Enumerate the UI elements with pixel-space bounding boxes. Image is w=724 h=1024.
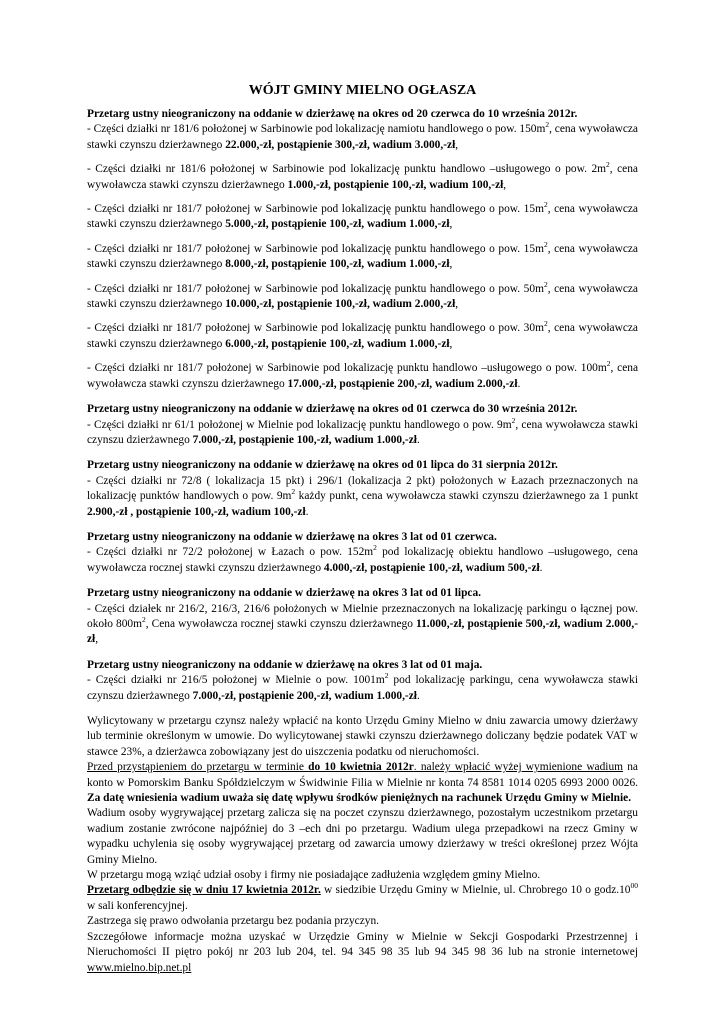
wadium-date-rule: Za datę wniesienia wadium uważa się datę wpływu środków pieniężnych na rachunek Urzędu Gminy w Mielnie.: [87, 792, 632, 805]
vat-paragraph: Wylicytowany w przetargu czynsz należy wpłacić na konto Urzędu Gminy Mielno w dniu zawarcia umowy dzierżawy lub terminie określonym w umowie. Do wylicytowanej stawki czynszu dzierżawnego doliczany będzie podatek VAT w stawce 23%, a dzierżawca zobowiązany jest do uiszczenia podatku od nieruchomości.: [87, 715, 638, 758]
price-terms: 22.000,-zł, postąpienie 300,-zł, wadium 3.000,-zł: [225, 138, 456, 151]
tender-sections: [87, 107, 638, 704]
wadium-paragraph: Przed przystąpieniem do przetargu w terminie do 10 kwietnia 2012r. należy wpłacić wyżej wymienione wadium na konto w Pomorskim Banku Spółdzielczym w Świdwinie Filia w Mielnie nr konta 74 8581 1014 0205 6993 2000 0026. Za datę wniesienia wadium uważa się datę wpływu środków pieniężnych na rachunek Urzędu Gminy w Mielnie.: [87, 761, 638, 805]
wadium-info-paragraph: Wadium osoby wygrywającej przetarg zalicza się na poczet czynszu dzierżawnego, pozostałym uczestnikom przetargu wadium zostanie zwrócone najpóźniej do 3 –ech dni po przetargu. Wadium ulega przepadkowi na rzecz Gminy w wypadku uchylenia się osoby wygrywającej przetarg od zawarcia umowy dzierżawy w treści określonej przez Wójta Gminy Mielno.: [87, 807, 638, 866]
tender-date-paragraph: Przetarg odbędzie się w dniu 17 kwietnia 2012r. w siedzibie Urzędu Gminy w Mielnie, ul. Chrobrego 10 o $godz.10^{00}$ w sali konferencyjnej.: [87, 881, 638, 912]
parcel-item: - Części działki nr 61/1 położonej w Mielnie pod lokalizację punktu handlowego o pow. $9m^2$, cena wywoławcza stawki czynszu dzierżawnego 7.000,-zł, postąpienie 100,-zł, wadium 1.000,-zł.: [87, 415, 638, 446]
parcel-item: - Części działki nr 181/6 położonej w Sarbinowie pod lokalizację punktu handlowo –usługowego o pow. $2m^2$, cena wywoławcza stawki czynszu dzierżawnego 1.000,-zł, postąpienie 100,-zł, wadium 100,-zł,: [87, 160, 638, 191]
parcel-item: - Części działki nr 181/7 położonej w Sarbinowie pod lokalizację punktu handlowego o pow. $15m^2$, cena wywoławcza stawki czynszu dzierżawnego 8.000,-zł, postąpienie 100,-zł, wadium 1.000,-zł,: [87, 240, 638, 271]
tender-section: [87, 402, 638, 448]
website-link[interactable]: www.mielno.bip.net.pl: [87, 961, 192, 974]
section-header: Przetarg ustny nieograniczony na oddanie w dzierżawę na okres 3 lat od 01 lipca.: [87, 587, 482, 600]
tender-date: Przetarg odbędzie się w dniu 17 kwietnia 2012r.: [87, 884, 321, 897]
price-terms: 8.000,-zł, postąpienie 100,-zł, wadium 1.000,-zł: [225, 258, 450, 271]
parcel-item: - Części działek nr 216/2, 216/3, 216/6 położonych w Mielnie przeznaczonych na lokalizację parkingu o łącznej pow. około $800m^2$, Cena wywoławcza rocznej stawki czynszu dzierżawnego 11.000,-zł, postąpienie 500,-zł, wadium 2.000,-zł,: [87, 602, 638, 646]
parcel-item: - Części działki nr 181/7 położonej w Sarbinowie pod lokalizację punktu handlowego o pow. $30m^2$, cena wywoławcza stawki czynszu dzierżawnego 6.000,-zł, postąpienie 100,-zł, wadium 1.000,-zł,: [87, 319, 638, 350]
price-terms: 10.000,-zł, postąpienie 100,-zł, wadium 2.000,-zł: [225, 298, 456, 311]
price-terms: 4.000,-zł, postąpienie 100,-zł, wadium 500,-zł: [323, 561, 540, 574]
section-header: Przetarg ustny nieograniczony na oddanie w dzierżawę na okres od 01 lipca do 31 sierpnia 2012r.: [87, 459, 558, 472]
section-header: Przetarg ustny nieograniczony na oddanie w dzierżawę na okres 3 lat od 01 maja.: [87, 658, 483, 671]
parcel-item: - Części działki nr 216/5 położonej w Mielnie o pow. $1001m^2$ pod lokalizację parkingu, cena wywoławcza stawki czynszu dzierżawnego 7.000,-zł, postąpienie 200,-zł, wadium 1.000,-zł.: [87, 671, 638, 702]
parcel-item: - Części działki nr 181/6 położonej w Sarbinowie pod lokalizację namiotu handlowego o pow. $150m^2$, cena wywoławcza stawki czynszu dzierżawnego 22.000,-zł, postąpienie 300,-zł, wadium 3.000,-zł,: [87, 120, 638, 151]
parcel-item: - Części działki nr 72/2 położonej w Łazach o pow. $152m^2$ pod lokalizację obiektu handlowo –usługowego, cena wywoławcza rocznej stawki czynszu dzierżawnego 4.000,-zł, postąpienie 100,-zł, wadium 500,-zł.: [87, 543, 638, 574]
parcel-item: - Części działki nr 181/7 położonej w Sarbinowie pod lokalizację punktu handlowego o pow. $50m^2$, cena wywoławcza stawki czynszu dzierżawnego 10.000,-zł, postąpienie 100,-zł, wadium 2.000,-zł,: [87, 279, 638, 311]
info-paragraph: Szczegółowe informacje można uzyskać w Urzędzie Gminy w Mielnie w Sekcji Gospodarki Przestrzennej i Nieruchomości II piętro pokój nr 203 lub 204, tel. 94 345 98 35 lub 94 345 98 36 lub na stronie internetowej www.mielno.bip.net.pl: [87, 930, 638, 974]
price-terms: 11.000,-zł, postąpienie 500,-zł, wadium 2.000,-zł: [87, 617, 638, 646]
price-terms: 2.900,-zł , postąpienie 100,-zł, wadium 100,-zł: [87, 505, 306, 518]
parcel-item: - Części działki nr 181/7 położonej w Sarbinowie pod lokalizację punktu handlowego o pow. $15m^2$, cena wywoławcza stawki czynszu dzierżawnego 5.000,-zł, postąpienie 100,-zł, wadium 1.000,-zł,: [87, 200, 638, 231]
section-header: Przetarg ustny nieograniczony na oddanie w dzierżawę na okres 3 lat od 01 czerwca.: [87, 530, 497, 543]
price-terms: 17.000,-zł, postąpienie 200,-zł, wadium 2.000,-zł: [287, 377, 518, 390]
price-terms: 6.000,-zł, postąpienie 100,-zł, wadium 1.000,-zł: [225, 337, 450, 350]
price-terms: 5.000,-zł, postąpienie 100,-zł, wadium 1.000,-zł: [225, 218, 450, 231]
price-terms: 7.000,-zł, postąpienie 200,-zł, wadium 1.000,-zł: [192, 689, 417, 702]
tender-section: [87, 458, 638, 520]
participants-paragraph: W przetargu mogą wziąć udział osoby i firmy nie posiadające zadłużenia względem gminy Mielno.: [87, 869, 541, 882]
tender-section: [87, 658, 638, 704]
price-terms: 1.000,-zł, postąpienie 100,-zł, wadium 100,-zł: [287, 178, 504, 191]
parcel-item: - Części działki nr 181/7 położonej w Sarbinowie pod lokalizację punktu handlowo –usługowego o pow. $100m^2$, cena wywoławcza stawki czynszu dzierżawnego 17.000,-zł, postąpienie 200,-zł, wadium 2.000,-zł.: [87, 359, 638, 390]
reservation-paragraph: Zastrzega się prawo odwołania przetargu bez podania przyczyn.: [87, 915, 380, 928]
tender-section: [87, 586, 638, 648]
tender-section: [87, 530, 638, 576]
announcement-document: [87, 82, 638, 976]
price-terms: 7.000,-zł, postąpienie 100,-zł, wadium 1.000,-zł: [192, 433, 417, 446]
parcel-item: - Części działki nr 72/8 ( lokalizacja 15 pkt) i 296/1 (lokalizacja 2 pkt) położonych w Łazach przeznaczonych na lokalizację punktów handlowych o pow. $9m^2$ każdy punkt, cena wywoławcza stawki czynszu dzierżawnego za 1 punkt 2.900,-zł , postąpienie 100,-zł, wadium 100,-zł.: [87, 474, 638, 518]
section-header: Przetarg ustny nieograniczony na oddanie w dzierżawę na okres od 01 czerwca do 30 września 2012r.: [87, 403, 578, 416]
section-header: Przetarg ustny nieograniczony na oddanie w dzierżawę na okres od 20 czerwca do 10 września 2012r.: [87, 108, 578, 120]
document-title: WÓJT GMINY MIELNO OGŁASZA: [248, 83, 477, 98]
tender-section: [87, 107, 638, 392]
closing-section: [87, 714, 638, 976]
wadium-deadline: Przed przystąpieniem do przetargu w terminie do 10 kwietnia 2012r. należy wpłacić wyżej wymienione wadium: [87, 761, 624, 774]
